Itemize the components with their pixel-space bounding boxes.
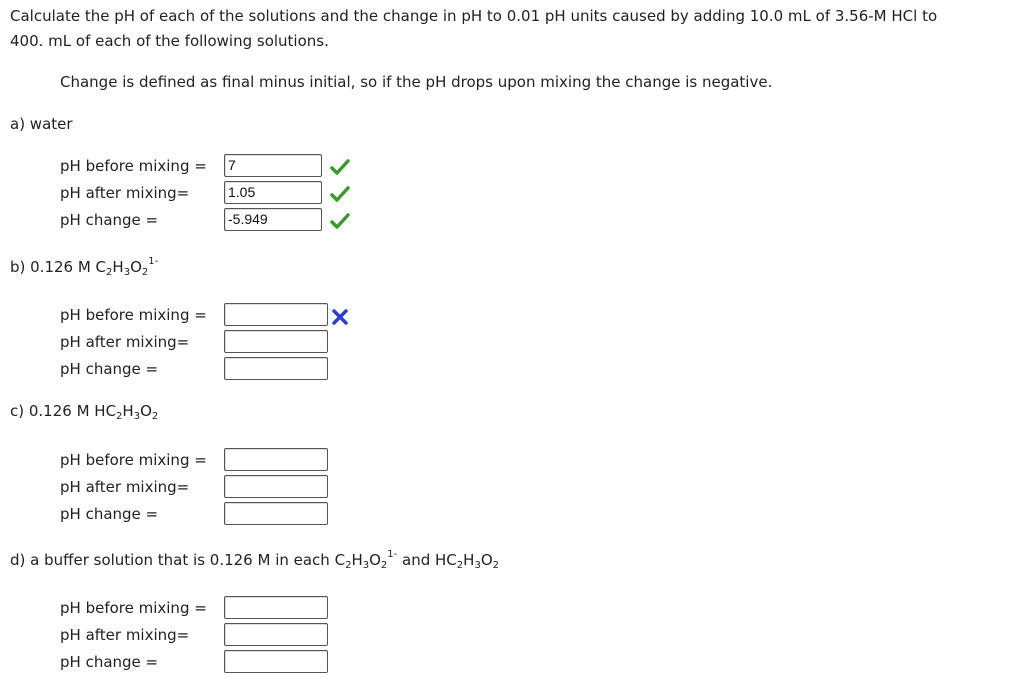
part-d-change-input[interactable]	[224, 650, 328, 673]
part-c-after-label: pH after mixing=	[60, 478, 190, 496]
part-d-change-label: pH change =	[60, 653, 159, 671]
part-b-before-input[interactable]	[224, 303, 328, 326]
cross-icon	[330, 307, 350, 327]
part-c-change-label: pH change =	[60, 505, 159, 523]
part-d-heading: d) a buffer solution that is 0.126 M in each $C_2H_3O_2^{1-}$ and $HC_2H_3O_2$	[10, 549, 499, 571]
part-b-before-label: pH before mixing =	[60, 306, 207, 324]
part-c-before-input[interactable]	[224, 448, 328, 471]
part-d-before-label: pH before mixing =	[60, 599, 207, 617]
instruction-note: Change is defined as final minus initial, so if the pH drops upon mixing the change is negative.	[60, 73, 773, 91]
part-a-after-label: pH after mixing=	[60, 184, 190, 202]
part-b-change-label: pH change =	[60, 360, 159, 378]
part-a-before-label: pH before mixing =	[60, 157, 207, 175]
part-a-after-input[interactable]: 1.05	[224, 181, 322, 204]
part-b-change-input[interactable]	[224, 357, 328, 380]
part-a-change-input[interactable]: -5.949	[224, 208, 322, 231]
part-a-before-input[interactable]: 7	[224, 154, 322, 177]
question-text-line1: Calculate the pH of each of the solutions and the change in pH to 0.01 pH units caused by adding 10.0 mL of 3.56-M HCl to	[10, 7, 938, 25]
part-c-before-label: pH before mixing =	[60, 451, 207, 469]
part-c-heading: c) 0.126 M $HC_2H_3O_2$	[10, 402, 159, 422]
part-a-heading: a) water	[10, 115, 73, 133]
part-a-change-label: pH change =	[60, 211, 159, 229]
part-d-before-input[interactable]	[224, 596, 328, 619]
part-b-after-input[interactable]	[224, 330, 328, 353]
part-b-after-label: pH after mixing=	[60, 333, 190, 351]
check-icon	[330, 157, 350, 177]
question-text-line2: 400. mL of each of the following solutions.	[10, 32, 329, 50]
check-icon	[330, 184, 350, 204]
part-c-change-input[interactable]	[224, 502, 328, 525]
part-d-after-input[interactable]	[224, 623, 328, 646]
part-b-heading: b) 0.126 M $C_2H_3O_2^{1-}$	[10, 256, 159, 278]
part-c-after-input[interactable]	[224, 475, 328, 498]
check-icon	[330, 211, 350, 231]
part-d-after-label: pH after mixing=	[60, 626, 190, 644]
